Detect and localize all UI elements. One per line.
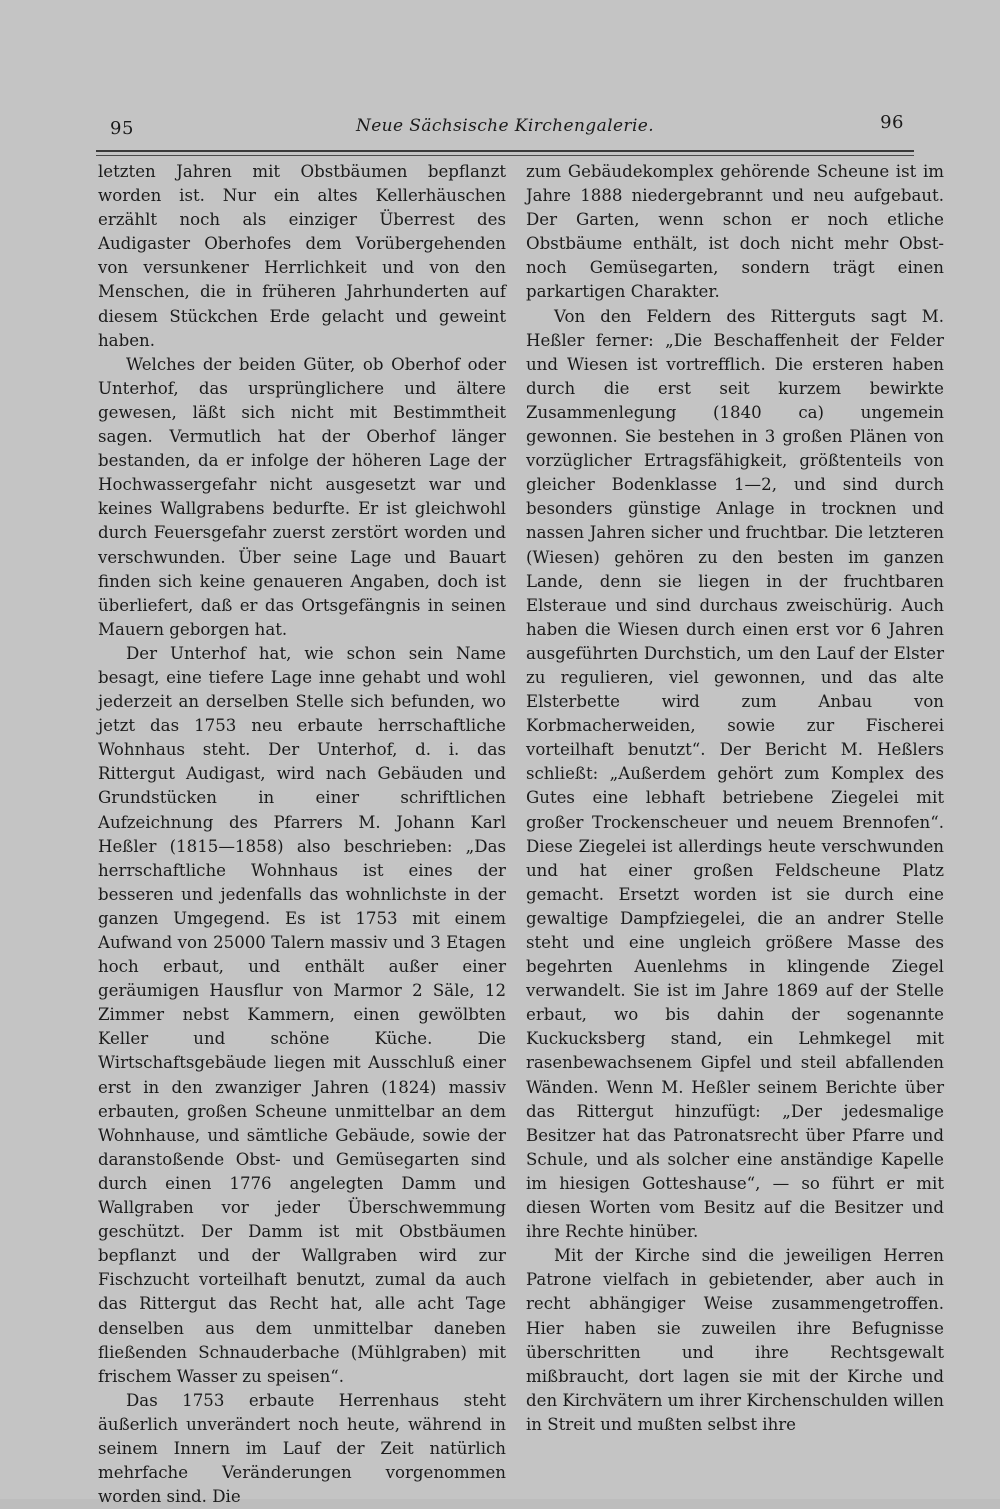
- paragraph: zum Gebäudekomplex gehörende Scheune ist im Jahre 1888 niedergebrannt und neu aufgebaut. Der Garten, wenn schon er noch etliche Obstbäume enthält, ist doch nicht mehr Obst- noch Gemüsegarten, sondern trägt einen parkartigen Charakter.: [526, 162, 944, 302]
- paragraph: Mit der Kirche sind die jeweiligen Herren Patrone vielfach in gebietender, aber auch in recht abhängiger Weise zusammengetroffen. Hier haben sie zuweilen ihre Befugnisse überschritten und ihre Rechtsgewalt mißbraucht, dort lagen sie mit der Kirche und den Kirchvätern um ihrer Kirchenschulden willen in Streit und mußten selbst ihre: [526, 1246, 944, 1434]
- header-rule-thin: [96, 155, 914, 156]
- running-title: Neue Sächsische Kirchengalerie.: [355, 116, 655, 136]
- header-rule: [96, 150, 914, 152]
- paragraph: Der Unterhof hat, wie schon sein Name besagt, eine tiefere Lage inne gehabt und wohl jederzeit an derselben Stelle sich befunden, wo jetzt das 1753 neu erbaute herrschaftliche Wohnhaus steht. Der Unterhof, d. i. das Rittergut Audigast, wird nach Gebäuden und Grundstücken in einer schriftlichen Aufzeichnung des Pfarrers M. Johann Karl Heßler (1815—1858) also beschrieben: „Das herrschaftliche Wohnhaus ist eines der besseren und jedenfalls das wohnlichste in der ganzen Umgegend. Es ist 1753 mit einem Aufwand von 25000 Talern massiv und 3 Etagen hoch erbaut, und enthält außer einer geräumigen Hausflur von Marmor 2 Säle, 12 Zimmer nebst Kammern, einen gewölbten Keller und schöne Küche. Die Wirtschaftsgebäude liegen mit Ausschluß einer erst in den zwanziger Jahren (1824) massiv erbauten, großen Scheune unmittelbar an dem Wohnhause, und sämtliche Gebäude, sowie der daranstoßende Obst- und Gemüsegarten sind durch einen 1776 angelegten Damm und Wallgraben vor jeder Überschwemmung geschützt. Der Damm ist mit Obstbäumen bepflanzt und der Wallgraben wird zur Fischzucht vorteilhaft benutzt, zumal da auch das Rittergut das Recht hat, alle acht Tage denselben aus dem unmittelbar daneben fließenden Schnauderbache (Mühlgraben) mit frischem Wasser zu speisen“.: [98, 643, 506, 1386]
- page-header: [96, 112, 914, 152]
- paragraph: Das 1753 erbaute Herrenhaus steht äußerlich unverändert noch heute, während in seinem Innern im Lauf der Zeit natürlich mehrfache Veränderungen vorgenommen worden sind. Die: [98, 1390, 506, 1507]
- paragraph: Von den Feldern des Ritterguts sagt M. Heßler ferner: „Die Beschaffenheit der Felder und Wiesen ist vortrefflich. Die ersteren haben durch die erst seit kurzem bewirkte Zusammenlegung (1840 ca) ungemein gewonnen. Sie bestehen in 3 großen Plänen von vorzüglicher Ertragsfähigkeit, größtenteils von gleicher Bodenklasse 1—2, und sind durch besonders günstige Anlage in trocknen und nassen Jahren sicher und fruchtbar. Die letzteren (Wiesen) gehören zu den besten im ganzen Lande, denn sie liegen in der fruchtbaren Elsteraue und sind durchaus zweischürig. Auch haben die Wiesen durch einen erst vor 6 Jahren ausgeführten Durchstich, um den Lauf der Elster zu regulieren, viel gewonnen, und das alte Elsterbette wird zum Anbau von Korbmacherweiden, sowie zur Fischerei vorteilhaft benutzt“. Der Bericht M. Heßlers schließt: „Außerdem gehört zum Komplex des Gutes eine lebhaft betriebene Ziegelei mit großer Trockenscheuer und neuem Brennofen“. Diese Ziegelei ist allerdings heute verschwunden und hat einer großen Feldscheune Platz gemacht. Ersetzt worden ist sie durch eine gewaltige Dampfziegelei, die an andrer Stelle steht und eine ungleich größere Masse des begehrten Auenlehms in klingende Ziegel verwandelt. Sie ist im Jahre 1869 auf der Stelle erbaut, wo bis dahin der sogenannte Kuckucksberg stand, ein Lehmkegel mit rasenbewachsenem Gipfel und steil abfallenden Wänden. Wenn M. Heßler seinem Berichte über das Rittergut hinzufügt: „Der jedesmalige Besitzer hat das Patronatsrecht über Pfarre und Schule, und als solcher eine anständige Kapelle im hiesigen Gotteshause“, — so führt er mit diesen Worten vom Besitz auf die Besitzer und ihre Rechte hinüber.: [526, 306, 944, 1242]
- page-number-right: 96: [880, 112, 904, 133]
- paragraph: Welches der beiden Güter, ob Oberhof oder Unterhof, das ursprünglichere und ältere gewesen, läßt sich nicht mit Bestimmtheit sagen. Vermutlich hat der Oberhof länger bestanden, da er infolge der höheren Lage der Hochwassergefahr nicht ausgesetzt war und keines Wallgrabens bedurfte. Er ist gleichwohl durch Feuersgefahr zuerst zerstört worden und verschwunden. Über seine Lage und Bauart finden sich keine genaueren Angaben, doch ist überliefert, daß er das Ortsgefängnis in seinen Mauern geborgen hat.: [98, 354, 506, 639]
- left-column: [98, 160, 506, 1507]
- paragraph: letzten Jahren mit Obstbäumen bepflanzt worden ist. Nur ein altes Kellerhäuschen erzählt noch als einziger Überrest des Audigaster Oberhofes dem Vorübergehenden von versunkener Herrlichkeit und von den Menschen, die in früheren Jahrhunderten auf diesem Stückchen Erde gelacht und geweint haben.: [98, 162, 506, 350]
- page-number-left: 95: [110, 118, 134, 139]
- right-column: [526, 160, 944, 1434]
